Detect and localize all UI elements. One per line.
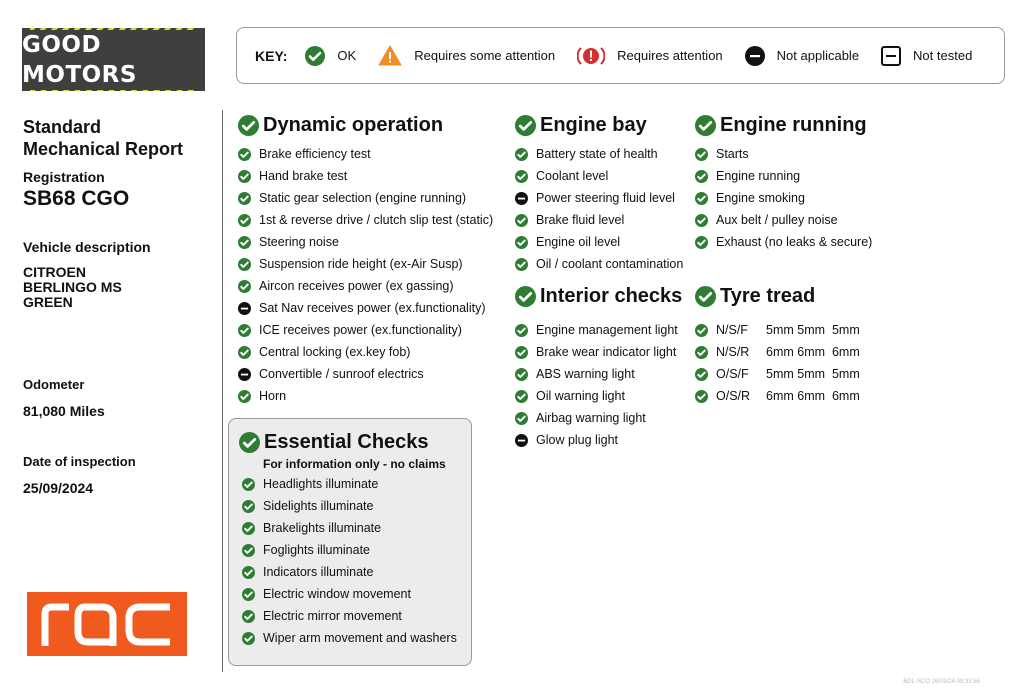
check-item-label: 1st & reverse drive / clutch slip test (static) (259, 213, 494, 227)
check-circle-icon (695, 346, 708, 359)
check-item-label: Coolant level (536, 169, 609, 183)
check-item (515, 363, 682, 385)
key-item-some-attention (378, 45, 555, 66)
registration-label: Registration (23, 169, 105, 185)
tyre-reading: 5mm 5mm 5mm (766, 323, 860, 337)
check-circle-icon (238, 170, 251, 183)
check-circle-icon (305, 46, 325, 66)
check-item (238, 385, 493, 407)
section-interior-checks (515, 285, 682, 451)
check-item-label: Exhaust (no leaks & secure) (716, 235, 873, 249)
check-item-label: Brake fluid level (536, 213, 625, 227)
check-item (238, 143, 493, 165)
check-item (238, 363, 493, 385)
check-item (242, 473, 471, 495)
check-item (238, 341, 493, 363)
section-title-text: Engine bay (540, 113, 647, 136)
check-circle-icon (242, 632, 255, 645)
alert-circle-icon (577, 45, 605, 67)
tyre-row (695, 341, 860, 363)
vehicle-model: BERLINGO MS (23, 279, 122, 295)
check-item-label: Steering noise (259, 235, 339, 249)
check-item-label: Oil warning light (536, 389, 625, 403)
tyre-position: O/S/F (716, 367, 749, 381)
check-item (515, 143, 683, 165)
check-circle-icon (242, 544, 255, 557)
check-item-label: Indicators illuminate (263, 565, 374, 579)
section-title-text: Essential Checks (264, 430, 429, 453)
check-circle-icon (515, 236, 528, 249)
check-circle-icon (515, 148, 528, 161)
check-circle-icon (515, 368, 528, 381)
check-circle-icon (238, 214, 251, 227)
timestamp-watermark: BDL-SCO 26/09/24 09:33:56 (903, 679, 980, 685)
check-item-label: Wiper arm movement and washers (263, 631, 457, 645)
check-item-label: Horn (259, 389, 287, 403)
check-item (238, 165, 493, 187)
check-list (515, 143, 683, 275)
key-label-not-tested: Not tested (913, 48, 973, 63)
tyre-row (695, 319, 860, 341)
check-circle-icon (238, 346, 251, 359)
tyre-position: N/S/R (716, 345, 750, 359)
check-circle-icon (238, 390, 251, 403)
vehicle-description (23, 265, 122, 310)
minus-circle-icon (238, 368, 251, 381)
check-item (515, 209, 683, 231)
section-title (239, 431, 471, 453)
good-motors-logo (22, 28, 205, 91)
section-engine-bay (515, 114, 683, 275)
check-item (515, 341, 682, 363)
key-item-ok (305, 46, 356, 66)
check-circle-icon (242, 588, 255, 601)
key-item-attention (577, 45, 723, 67)
check-list (515, 319, 682, 451)
check-item-label: Hand brake test (259, 169, 348, 183)
check-list (695, 143, 872, 253)
check-item (238, 253, 493, 275)
check-item (515, 319, 682, 341)
check-circle-icon (695, 390, 708, 403)
check-circle-icon (515, 170, 528, 183)
section-title (515, 285, 682, 307)
check-item (242, 495, 471, 517)
check-circle-icon (238, 148, 251, 161)
section-title (695, 285, 860, 307)
section-title (515, 114, 683, 136)
check-item-label: Engine oil level (536, 235, 621, 249)
check-circle-icon (242, 500, 255, 513)
check-item (695, 231, 872, 253)
essential-note: For information only - no claims (263, 457, 446, 471)
tyre-row (695, 363, 860, 385)
check-circle-icon (515, 346, 528, 359)
odometer-label: Odometer (23, 377, 85, 392)
check-list (242, 473, 471, 649)
check-circle-icon (238, 236, 251, 249)
check-item-label: Electric window movement (263, 587, 411, 601)
check-item-label: Oil / coolant contamination (536, 257, 684, 271)
check-circle-icon (238, 258, 251, 271)
section-essential-checks (228, 418, 472, 666)
check-item-label: ICE receives power (ex.functionality) (259, 323, 462, 337)
check-circle-icon (238, 324, 251, 337)
registration-value: SB68 CGO (23, 187, 130, 210)
check-item (515, 385, 682, 407)
check-circle-icon (242, 478, 255, 491)
section-engine-running (695, 114, 872, 253)
check-item-label: Brakelights illuminate (263, 521, 382, 535)
tyre-position: O/S/R (716, 389, 751, 403)
rac-logo (27, 592, 187, 656)
check-item-label: Headlights illuminate (263, 477, 379, 491)
check-circle-icon (515, 286, 536, 307)
report-title (23, 116, 183, 160)
vehicle-make: CITROEN (23, 264, 86, 280)
check-circle-icon (695, 368, 708, 381)
minus-box-icon (881, 46, 901, 66)
check-circle-icon (238, 115, 259, 136)
vehicle-colour: GREEN (23, 294, 73, 310)
check-item-label: Starts (716, 147, 749, 161)
check-circle-icon (242, 610, 255, 623)
check-circle-icon (515, 214, 528, 227)
section-title (238, 114, 493, 136)
check-item (238, 275, 493, 297)
check-item (695, 143, 872, 165)
check-item (515, 231, 683, 253)
check-item-label: Static gear selection (engine running) (259, 191, 467, 205)
check-item (242, 561, 471, 583)
logo-stripe-bottom (30, 90, 198, 92)
brand-name: GOOD MOTORS (22, 31, 137, 88)
check-circle-icon (695, 286, 716, 307)
odometer-value: 81,080 Miles (23, 403, 105, 419)
check-item-label: ABS warning light (536, 367, 635, 381)
tyre-reading: 6mm 6mm 6mm (766, 345, 860, 359)
tyre-row (695, 385, 860, 407)
check-item-label: Aircon receives power (ex gassing) (259, 279, 454, 293)
section-title (695, 114, 872, 136)
inspection-date-label: Date of inspection (23, 454, 136, 469)
minus-circle-icon (238, 302, 251, 315)
check-item-label: Aux belt / pulley noise (716, 213, 838, 227)
check-item (515, 187, 683, 209)
check-item-label: Electric mirror movement (263, 609, 402, 623)
check-item (242, 627, 471, 649)
tyre-position: N/S/F (716, 323, 748, 337)
section-title-text: Engine running (720, 113, 867, 136)
check-item-label: Battery state of health (536, 147, 658, 161)
check-circle-icon (695, 170, 708, 183)
check-item (515, 407, 682, 429)
check-item-label: Foglights illuminate (263, 543, 370, 557)
section-title-text: Dynamic operation (263, 113, 444, 136)
key-title: KEY: (255, 47, 288, 64)
tyre-reading: 5mm 5mm 5mm (766, 367, 860, 381)
check-item-label: Engine smoking (716, 191, 805, 205)
key-label-not-applicable: Not applicable (776, 48, 860, 63)
check-item-label: Convertible / sunroof electrics (259, 367, 424, 381)
check-item (238, 187, 493, 209)
minus-circle-icon (745, 46, 765, 66)
warning-triangle-icon (378, 45, 402, 66)
check-circle-icon (515, 115, 536, 136)
section-dynamic-operation (238, 114, 493, 407)
check-circle-icon (515, 258, 528, 271)
check-item (242, 605, 471, 627)
minus-circle-icon (515, 434, 528, 447)
key-label-some-attention: Requires some attention (414, 48, 556, 63)
report-title-line1: Standard (23, 117, 102, 137)
check-circle-icon (238, 280, 251, 293)
section-title-text: Tyre tread (720, 284, 816, 307)
report-title-line2: Mechanical Report (23, 139, 184, 159)
section-title-text: Interior checks (540, 284, 683, 307)
check-circle-icon (242, 566, 255, 579)
check-circle-icon (695, 214, 708, 227)
check-item-label: Brake efficiency test (259, 147, 371, 161)
check-item (695, 187, 872, 209)
check-circle-icon (695, 236, 708, 249)
check-item-label: Brake wear indicator light (536, 345, 677, 359)
check-circle-icon (695, 324, 708, 337)
key-item-not-tested (881, 46, 972, 66)
check-item (238, 319, 493, 341)
check-item (238, 209, 493, 231)
check-item (515, 165, 683, 187)
inspection-date-value: 25/09/2024 (23, 480, 94, 496)
check-item (242, 517, 471, 539)
check-circle-icon (515, 390, 528, 403)
check-circle-icon (695, 148, 708, 161)
tyre-list (695, 319, 860, 407)
check-item (238, 297, 493, 319)
check-item (242, 539, 471, 561)
check-circle-icon (242, 522, 255, 535)
divider-line (222, 110, 223, 672)
key-label-attention: Requires attention (617, 48, 723, 63)
check-item-label: Suspension ride height (ex-Air Susp) (259, 257, 463, 271)
check-item-label: Power steering fluid level (536, 191, 675, 205)
check-list (238, 143, 493, 407)
check-circle-icon (515, 412, 528, 425)
minus-circle-icon (515, 192, 528, 205)
check-item-label: Engine management light (536, 323, 678, 337)
check-item (242, 583, 471, 605)
status-key (236, 27, 1005, 84)
check-item-label: Central locking (ex.key fob) (259, 345, 411, 359)
check-circle-icon (239, 432, 260, 453)
check-item-label: Airbag warning light (536, 411, 646, 425)
check-item-label: Glow plug light (536, 433, 618, 447)
check-item (238, 231, 493, 253)
tyre-reading: 6mm 6mm 6mm (766, 389, 860, 403)
check-item-label: Sat Nav receives power (ex.functionality) (259, 301, 486, 315)
check-item (695, 209, 872, 231)
check-item (515, 253, 683, 275)
key-item-not-applicable (745, 46, 859, 66)
check-circle-icon (695, 115, 716, 136)
rac-logo-mark (39, 602, 175, 646)
section-tyre-tread (695, 285, 860, 407)
check-item-label: Sidelights illuminate (263, 499, 374, 513)
vehicle-description-label: Vehicle description (23, 239, 151, 255)
check-item (695, 165, 872, 187)
key-label-ok: OK (337, 48, 357, 63)
check-item-label: Engine running (716, 169, 801, 183)
check-circle-icon (515, 324, 528, 337)
check-item (515, 429, 682, 451)
check-circle-icon (695, 192, 708, 205)
check-circle-icon (238, 192, 251, 205)
